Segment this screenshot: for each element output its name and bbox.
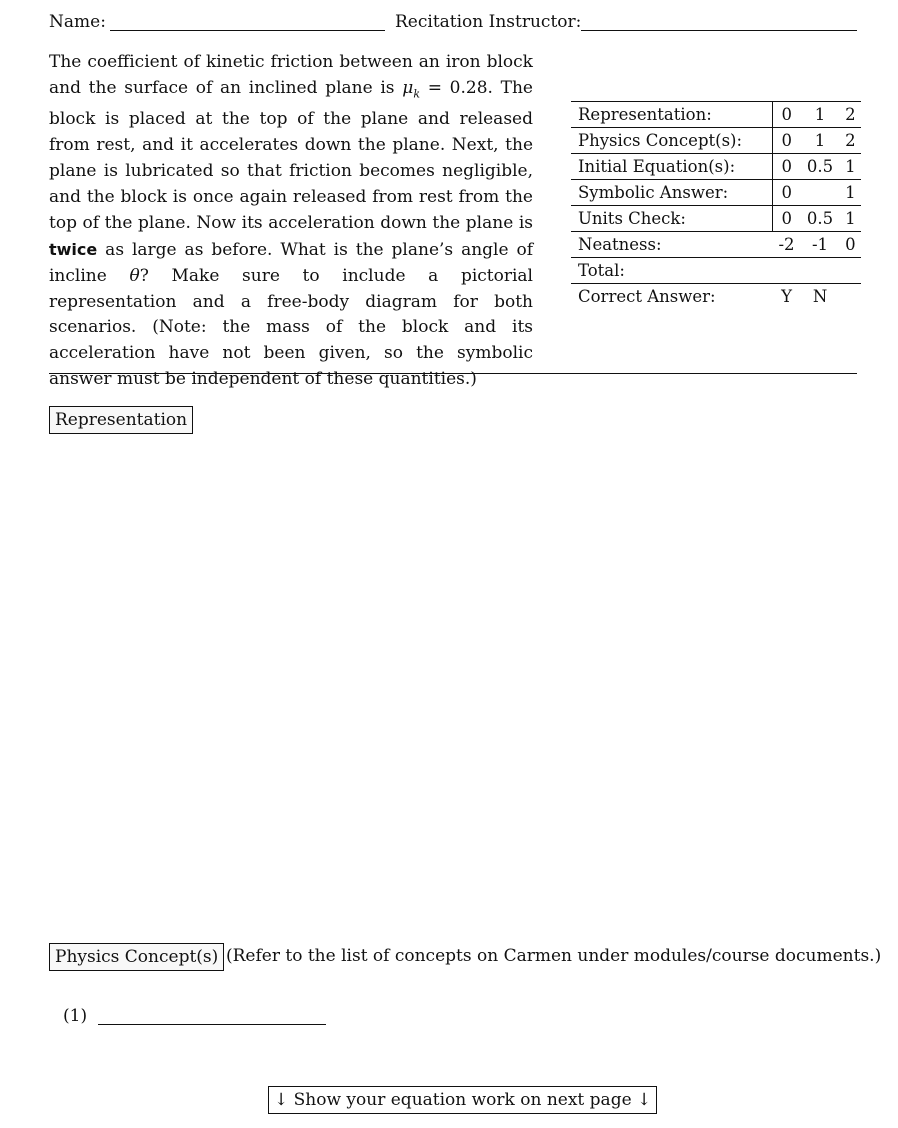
concept-item-1-field[interactable] [98,1024,326,1025]
name-field[interactable] [110,30,385,31]
physics-concepts-heading: Physics Concept(s) [49,943,224,971]
rubric-score[interactable]: 1 [840,154,861,180]
rubric-row [571,154,861,180]
rubric-total-label: Total: [571,258,773,284]
concept-item-1-label: (1) [63,1006,88,1026]
rubric-score[interactable]: 1 [800,102,839,128]
rubric-score[interactable]: 0.5 [800,206,839,232]
problem-text-after-2: ? Make sure to include a pictorial representation and a free-body diagram for both scenarios. (Note: the mass of the block and its acceleration have not been given, so the symbolic answer must be independent of these quantities.) [49,265,533,390]
rubric-label: Correct Answer: [571,284,773,310]
problem-text-after-1: as large as before. What is the plane’s angle of incline [49,239,533,286]
rubric-score[interactable]: 0 [773,154,801,180]
instructor-field[interactable] [581,30,857,31]
problem-text-middle: The block is placed at the top of the plane and released from rest, and it accelerates down the plane. Next, the plane is lubricated so that friction becomes negligible, and the block is once again released from rest from the top of the plane. Now its acceleration down the plane is [49,77,533,233]
rubric-row [571,284,861,310]
rubric-label: Representation: [571,102,773,128]
rubric-score[interactable]: -2 [773,232,801,258]
section-divider [49,373,857,374]
header [49,10,857,34]
rubric-empty-cell [840,258,861,284]
rubric-label: Units Check: [571,206,773,232]
problem-text-before: The coefficient of kinetic friction between an iron block and the surface of an inclined plane is [49,52,533,98]
rubric-row [571,102,861,128]
rubric-row [571,180,861,206]
rubric-score[interactable]: 1 [800,128,839,154]
correct-yes[interactable]: Y [773,284,801,310]
rubric-label: Symbolic Answer: [571,180,773,206]
rubric-score[interactable]: 0 [773,128,801,154]
rubric-row [571,232,861,258]
rubric-row [571,258,861,284]
rubric-score[interactable]: 0 [773,206,801,232]
physics-concepts-note: (Refer to the list of concepts on Carmen under modules/course documents.) [226,946,882,966]
rubric-score[interactable]: -1 [800,232,839,258]
rubric-row [571,206,861,232]
theta-symbol: θ [129,265,140,286]
mu-symbol: μ [402,77,414,98]
problem-statement [49,50,533,393]
rubric-label: Initial Equation(s): [571,154,773,180]
rubric-score[interactable]: 0 [773,180,801,206]
rubric-score[interactable]: 1 [840,180,861,206]
rubric-label: Neatness: [571,232,773,258]
grading-rubric [571,101,861,309]
representation-work-area[interactable] [49,440,857,930]
rubric-score[interactable]: 0 [840,232,861,258]
next-page-note: ↓ Show your equation work on next page ↓ [268,1086,657,1114]
name-label: Name: [49,12,106,32]
rubric-score [800,180,839,206]
emphasis-twice: twice [49,239,98,259]
mu-subscript: k [413,87,420,101]
rubric-score[interactable]: 2 [840,128,861,154]
rubric-score[interactable]: 1 [840,206,861,232]
rubric-label: Physics Concept(s): [571,128,773,154]
rubric-total-value[interactable] [773,258,801,284]
mu-value: = 0.28. [419,77,493,98]
rubric-score[interactable]: 0 [773,102,801,128]
rubric-empty-cell [800,258,839,284]
rubric-score[interactable]: 0.5 [800,154,839,180]
rubric-row [571,128,861,154]
instructor-label: Recitation Instructor: [395,12,582,32]
rubric-empty-cell [840,284,861,310]
rubric-score[interactable]: 2 [840,102,861,128]
correct-no[interactable]: N [800,284,839,310]
representation-heading: Representation [49,406,193,434]
